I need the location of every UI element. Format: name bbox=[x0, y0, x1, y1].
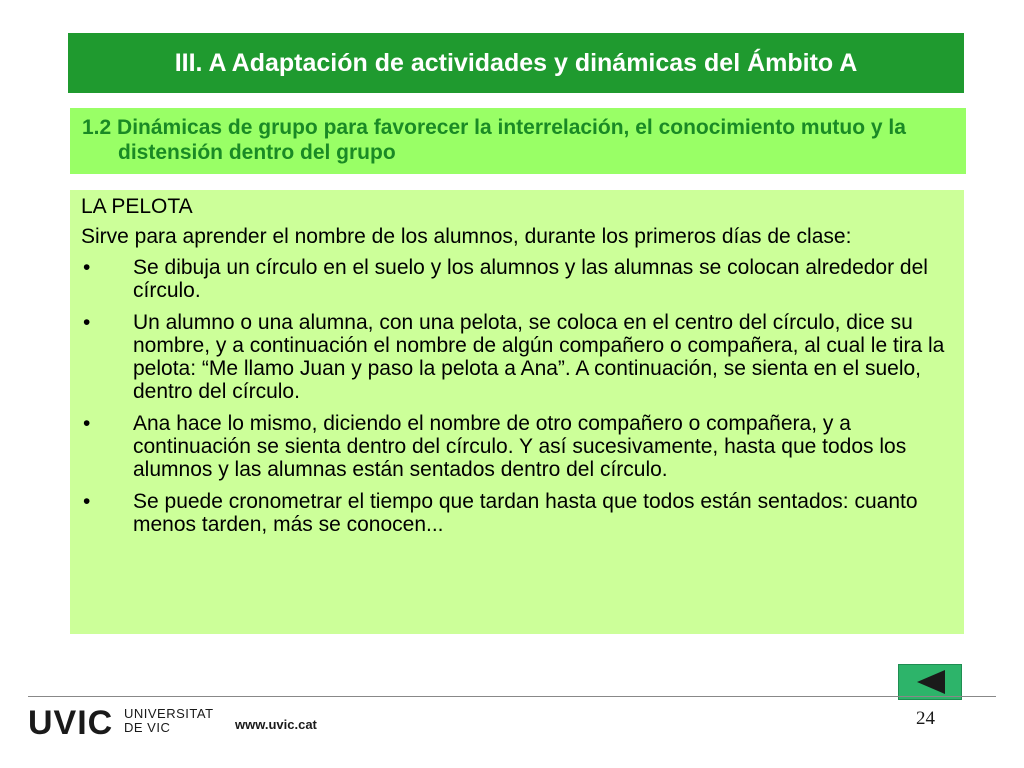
list-item-text: Un alumno o una alumna, con una pelota, se coloca en el centro del círculo, dice su nombre, y a continuación el nombre de algún compañero o compañera, al cual le tira la pelota: “Me llamo Juan y paso la pelota a Ana”. A continuación, se sienta en el suelo, dentro del círculo. bbox=[133, 311, 945, 403]
subtitle-bar bbox=[70, 108, 966, 174]
bullet-dot: • bbox=[83, 311, 91, 334]
bullet-dot: • bbox=[83, 490, 91, 513]
logo-line-1: UNIVERSITAT bbox=[124, 706, 214, 721]
list-item-text: Se puede cronometrar el tiempo que tardan hasta que todos están sentados: cuanto menos tarden, más se conocen... bbox=[133, 490, 918, 536]
list-item bbox=[81, 490, 950, 536]
page-number: 24 bbox=[916, 708, 935, 729]
list-item bbox=[81, 256, 950, 302]
list-item bbox=[81, 311, 950, 403]
logo-line-2: DE VIC bbox=[124, 720, 171, 735]
bullet-dot: • bbox=[83, 412, 91, 435]
back-arrow-icon bbox=[917, 670, 945, 694]
footer-divider bbox=[28, 696, 996, 697]
back-button[interactable] bbox=[898, 664, 962, 700]
content-intro: Sirve para aprender el nombre de los alumnos, durante los primeros días de clase: bbox=[81, 225, 852, 248]
logo-uvic-text: UVIC bbox=[28, 704, 114, 742]
list-item-text: Ana hace lo mismo, diciendo el nombre de otro compañero o compañera, y a continuación se sienta dentro del círculo. Y así sucesivamente, hasta que todos los alumnos y las alumnas están sentados dentro del círculo. bbox=[133, 412, 907, 481]
list-item bbox=[81, 412, 950, 481]
list-item-text: Se dibuja un círculo en el suelo y los alumnos y las alumnas se colocan alrededor del círculo. bbox=[133, 256, 928, 302]
content-heading: LA PELOTA bbox=[81, 195, 193, 218]
slide-title-bar bbox=[68, 33, 964, 93]
website-url: www.uvic.cat bbox=[235, 717, 317, 732]
subtitle-text: 1.2 Dinámicas de grupo para favorecer la interrelación, el conocimiento mutuo y la distensión dentro del grupo bbox=[82, 116, 906, 164]
logo-university-name bbox=[124, 707, 214, 735]
slide-title: III. A Adaptación de actividades y dinámicas del Ámbito A bbox=[174, 48, 858, 77]
bullet-dot: • bbox=[83, 256, 91, 279]
content-box bbox=[70, 190, 964, 634]
